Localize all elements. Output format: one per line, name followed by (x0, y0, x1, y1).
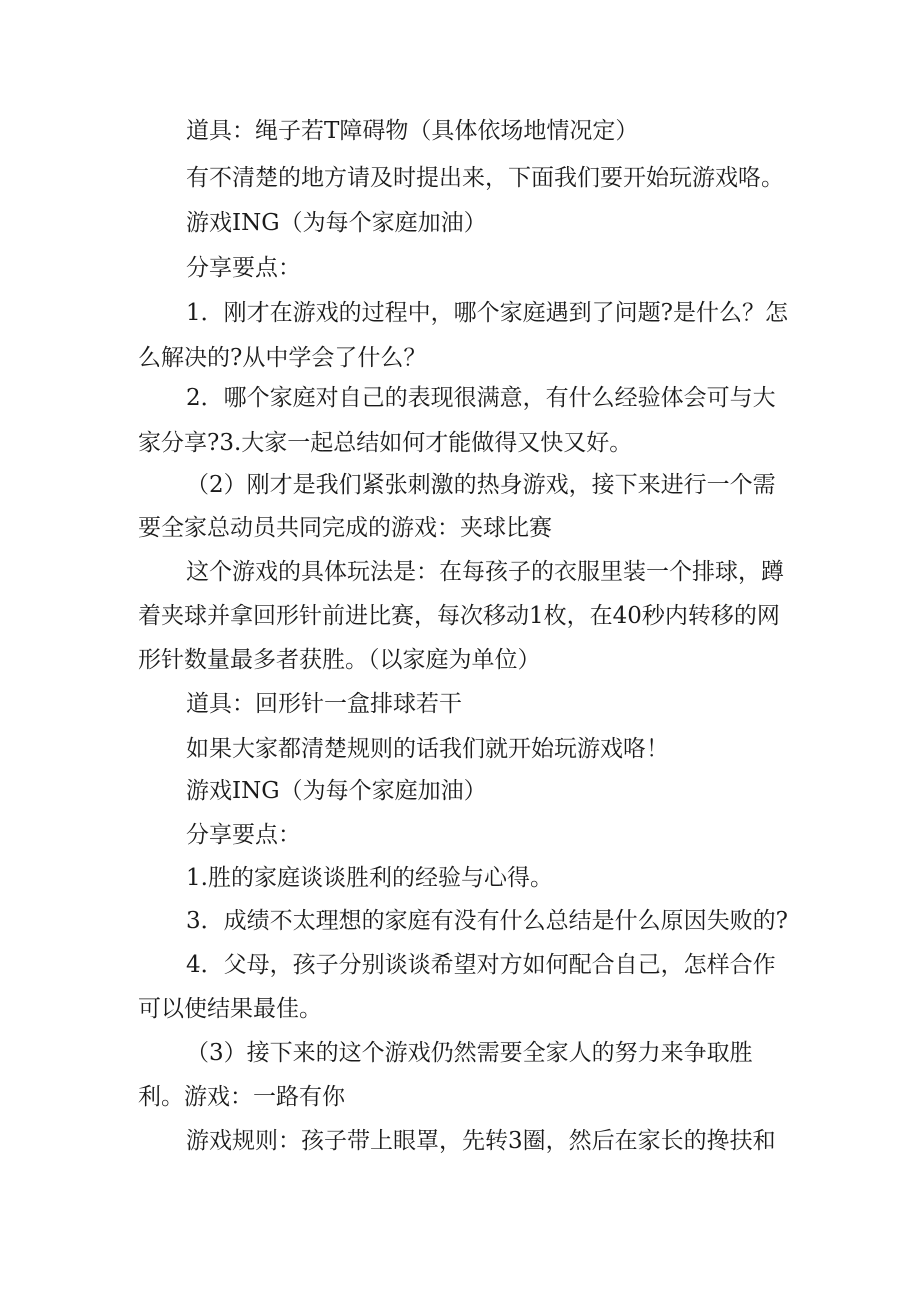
text-line: 1.胜的家庭谈谈胜利的经验与心得。 (186, 865, 553, 891)
text-line: 1．刚才在游戏的过程中，哪个家庭遇到了问题?是什么？怎 (186, 300, 788, 326)
text-line: 道具：回形针一盒排球若干 (186, 691, 462, 717)
text-line: 分享要点： (186, 822, 301, 848)
text-line: 可以使结果最佳。 (138, 996, 322, 1022)
text-line: 利。游戏：一路有你 (138, 1084, 345, 1110)
text-line: 么解决的?从中学会了什么？ (138, 345, 427, 371)
text-line: 4．父母，孩子分别谈谈希望对方如何配合自己，怎样合作 (186, 952, 776, 978)
text-line: 如果大家都清楚规则的话我们就开始玩游戏咯！ (186, 736, 669, 762)
text-line: （2）刚才是我们紧张刺激的热身游戏，接下来进行一个需 (186, 472, 776, 498)
text-line: 着夹球并拿回形针前进比赛，每次移动1枚，在40秒内转移的网 (138, 603, 780, 629)
text-line: 3．成绩不太理想的家庭有没有什么总结是什么原因失败的? (186, 908, 788, 934)
text-line: 有不清楚的地方请及时提出来，下面我们要开始玩游戏咯。 (186, 165, 784, 191)
text-line: 形针数量最多者获胜。（以家庭为单位） (138, 647, 541, 673)
text-line: 这个游戏的具体玩法是：在每孩子的衣服里装一个排球，蹲 (186, 559, 784, 585)
text-line: 道具：绳子若T障碍物（具体依场地情况定） (186, 118, 639, 144)
text-line: 游戏ING（为每个家庭加油） (186, 778, 487, 804)
text-line: 游戏规则：孩子带上眼罩，先转3圈，然后在家长的搀扶和 (186, 1128, 776, 1154)
text-line: 游戏ING（为每个家庭加油） (186, 210, 487, 236)
text-line: 分享要点： (186, 255, 301, 281)
text-line: 要全家总动员共同完成的游戏：夹球比赛 (138, 515, 552, 541)
text-line: 2．哪个家庭对自己的表现很满意，有什么经验体会可与大 (186, 385, 776, 411)
text-line: （3）接下来的这个游戏仍然需要全家人的努力来争取胜 (186, 1040, 753, 1066)
text-line: 家分享?3.大家一起总结如何才能做得又快又好。 (138, 430, 633, 456)
